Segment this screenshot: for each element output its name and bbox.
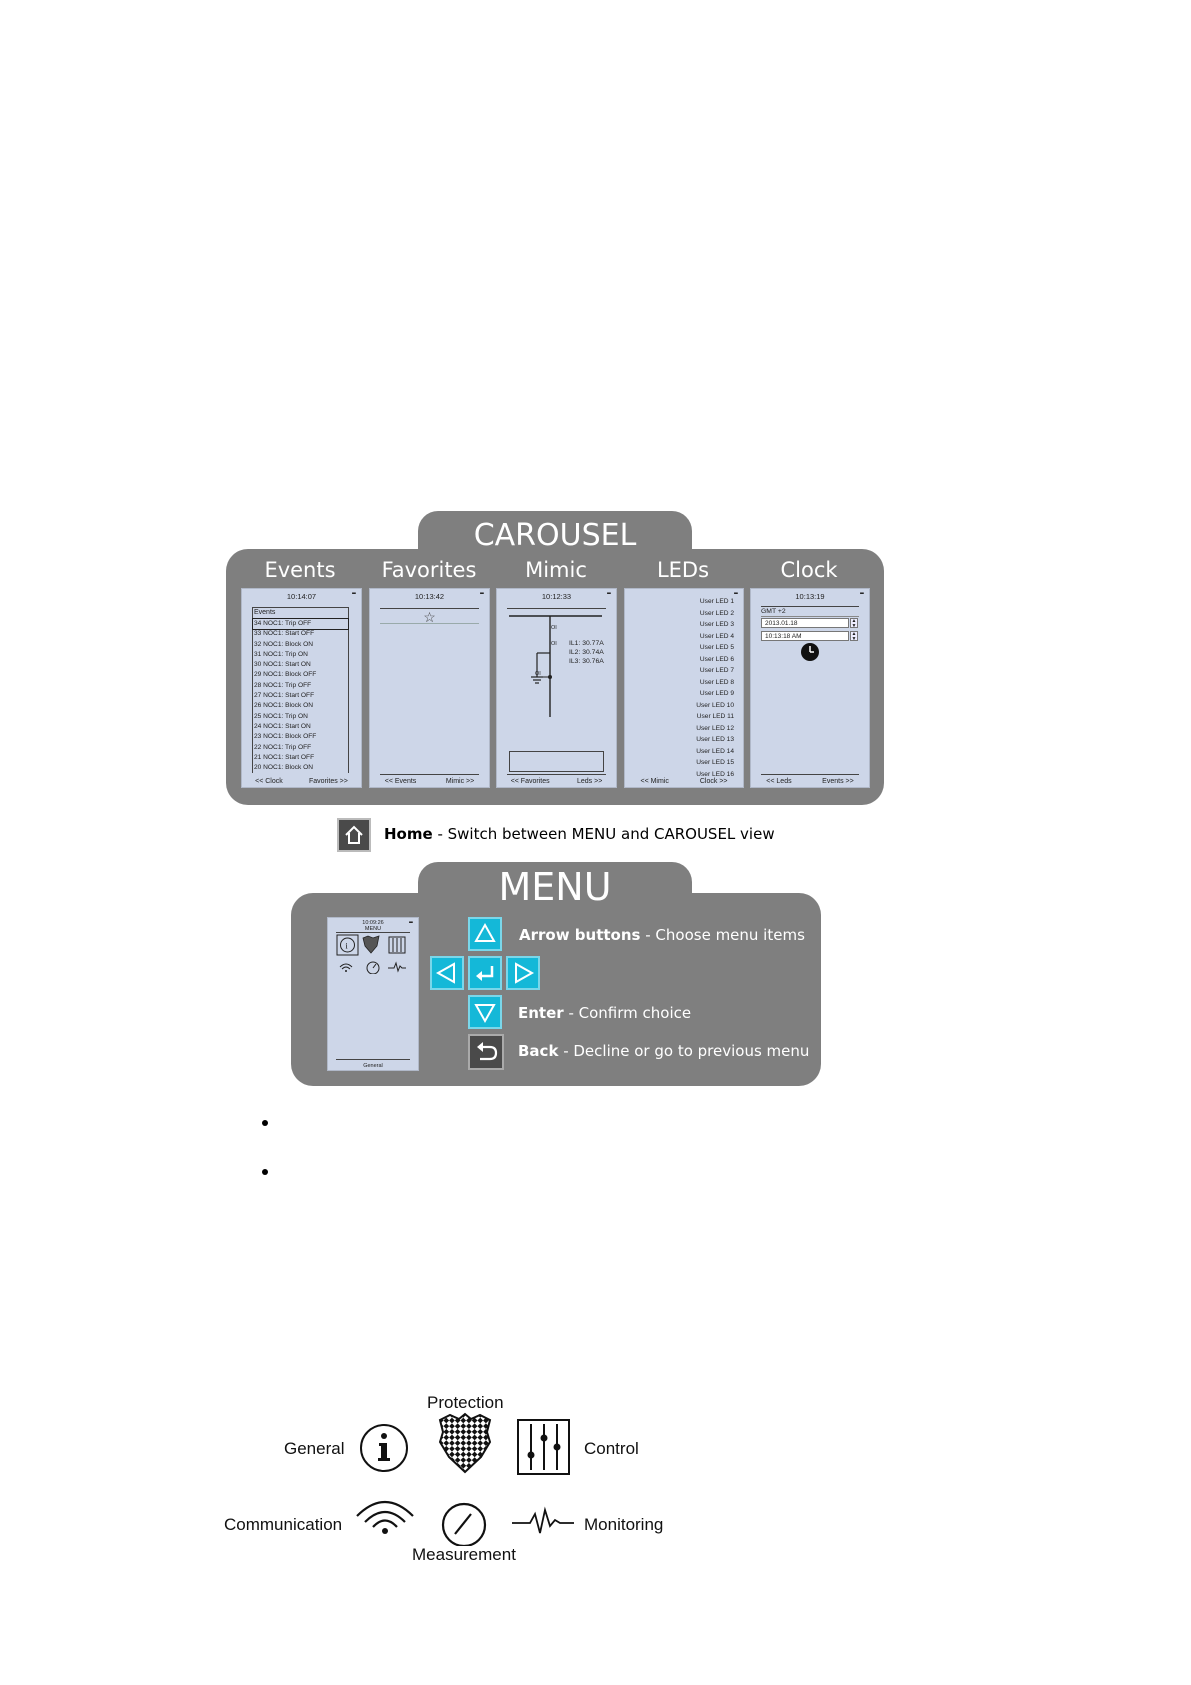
carousel-title: CAROUSEL bbox=[418, 511, 692, 563]
enter-button[interactable] bbox=[468, 956, 502, 990]
event-row[interactable]: 20 NOC1: Block ON bbox=[254, 764, 313, 772]
home-text: - Switch between MENU and CAROUSEL view bbox=[432, 825, 775, 843]
arrow-up-icon bbox=[470, 919, 500, 949]
info-icon bbox=[356, 1420, 412, 1476]
mimic-screen bbox=[496, 588, 617, 788]
led-item: User LED 12 bbox=[696, 724, 734, 732]
nav-next[interactable]: Events >> bbox=[822, 778, 854, 785]
event-row[interactable]: 26 NOC1: Block ON bbox=[254, 702, 313, 710]
arrow-text: - Choose menu items bbox=[640, 926, 805, 944]
back-icon bbox=[470, 1036, 502, 1068]
current-il1: IL1: 30.77A bbox=[569, 640, 604, 647]
favorites-screen bbox=[369, 588, 490, 788]
events-list[interactable] bbox=[252, 607, 349, 773]
nav-prev[interactable]: << Events bbox=[384, 778, 417, 785]
menu-screen-header bbox=[328, 920, 418, 932]
time-spinner[interactable]: ▲ ▼ bbox=[851, 631, 857, 642]
event-row[interactable]: 32 NOC1: Block ON bbox=[254, 640, 313, 648]
screen-time: 10:14:07 bbox=[286, 592, 317, 601]
event-row[interactable]: 23 NOC1: Block OFF bbox=[254, 733, 317, 741]
enter-description bbox=[518, 1004, 691, 1022]
led-item: User LED 6 bbox=[699, 655, 734, 663]
waveform-icon bbox=[510, 1506, 576, 1536]
events-header: Events bbox=[253, 608, 348, 619]
home-description bbox=[384, 825, 775, 843]
screen-footer bbox=[751, 778, 869, 785]
led-item: User LED 16 bbox=[696, 770, 734, 778]
mimic-message-box bbox=[509, 751, 604, 772]
arrow-right-button[interactable] bbox=[506, 956, 540, 990]
back-description bbox=[518, 1042, 809, 1060]
bullet-point bbox=[262, 1169, 268, 1175]
status-dots: ▪▪▪ bbox=[351, 591, 355, 597]
nav-next[interactable]: Clock >> bbox=[699, 778, 728, 785]
nav-next[interactable]: Leds >> bbox=[576, 778, 603, 785]
nav-next[interactable]: Favorites >> bbox=[308, 778, 348, 785]
column-title-events: Events bbox=[264, 558, 336, 582]
led-item: User LED 3 bbox=[699, 621, 734, 628]
screen-title: MENU bbox=[364, 926, 382, 932]
menu-icon-grid[interactable] bbox=[328, 934, 418, 974]
time-field[interactable]: 10:13:18 AM bbox=[761, 631, 849, 641]
breaker-label: OI bbox=[551, 641, 557, 647]
led-item: User LED 1 bbox=[699, 598, 734, 605]
divider bbox=[380, 623, 479, 624]
date-field[interactable]: 2013.01.18 bbox=[761, 618, 849, 628]
divider bbox=[336, 932, 410, 933]
legend-monitoring: Monitoring bbox=[584, 1515, 664, 1534]
arrow-label: Arrow buttons bbox=[519, 926, 641, 944]
clock-icon bbox=[800, 642, 820, 662]
nav-prev[interactable]: << Mimic bbox=[640, 778, 669, 785]
nav-prev[interactable]: << Leds bbox=[766, 778, 792, 785]
event-row[interactable]: 24 NOC1: Start ON bbox=[254, 722, 311, 730]
column-title-favorites: Favorites bbox=[381, 558, 477, 582]
event-row[interactable]: 34 NOC1: Trip OFF bbox=[253, 619, 348, 629]
screen-footer bbox=[497, 778, 616, 785]
divider bbox=[336, 1059, 410, 1060]
status-dots: ▪▪▪ bbox=[479, 591, 483, 597]
screen-footer bbox=[370, 778, 489, 785]
home-icon bbox=[339, 820, 369, 850]
event-row[interactable]: 30 NOC1: Start ON bbox=[254, 661, 311, 669]
menu-screen-footer: General bbox=[363, 1063, 383, 1069]
event-row[interactable]: 31 NOC1: Trip ON bbox=[254, 650, 308, 658]
legend-communication: Communication bbox=[224, 1515, 343, 1534]
event-row[interactable]: 33 NOC1: Start OFF bbox=[254, 630, 315, 638]
column-title-clock: Clock bbox=[780, 558, 838, 582]
divider bbox=[507, 774, 606, 775]
screen-footer bbox=[625, 778, 743, 785]
led-item: User LED 15 bbox=[696, 759, 734, 766]
date-spinner[interactable]: ▲ ▼ bbox=[851, 618, 857, 629]
divider bbox=[380, 774, 479, 775]
timezone: GMT +2 bbox=[761, 608, 786, 615]
led-item: User LED 8 bbox=[699, 678, 734, 686]
menu-screen bbox=[327, 917, 419, 1071]
led-item: User LED 5 bbox=[699, 644, 734, 651]
gauge-icon bbox=[438, 1500, 490, 1546]
led-item: User LED 9 bbox=[699, 690, 734, 697]
back-button[interactable] bbox=[468, 1034, 504, 1070]
arrow-up-button[interactable] bbox=[468, 917, 502, 951]
arrow-down-button[interactable] bbox=[468, 995, 502, 1029]
event-row[interactable]: 25 NOC1: Trip ON bbox=[254, 712, 308, 720]
enter-label: Enter bbox=[518, 1004, 564, 1022]
nav-prev[interactable]: << Clock bbox=[255, 778, 283, 785]
event-row[interactable]: 27 NOC1: Start OFF bbox=[254, 692, 315, 700]
arrow-left-button[interactable] bbox=[430, 956, 464, 990]
sliders-icon bbox=[516, 1418, 572, 1478]
home-button[interactable] bbox=[337, 818, 371, 852]
legend-protection: Protection bbox=[427, 1393, 504, 1412]
current-il3: IL3: 30.76A bbox=[569, 658, 604, 665]
led-item: User LED 2 bbox=[699, 609, 734, 617]
svg-text:i: i bbox=[345, 941, 348, 951]
arrow-description bbox=[519, 926, 805, 944]
screen-time: 10:13:42 bbox=[414, 592, 445, 601]
home-label: Home bbox=[384, 825, 433, 843]
breaker-label: OI bbox=[535, 671, 541, 677]
led-item: User LED 7 bbox=[699, 667, 734, 674]
screen-time: 10:12:33 bbox=[541, 592, 572, 601]
arrow-down-icon bbox=[470, 997, 500, 1027]
led-item: User LED 13 bbox=[696, 736, 734, 743]
arrow-right-icon bbox=[508, 958, 538, 988]
enter-icon bbox=[470, 958, 500, 988]
led-item: User LED 14 bbox=[696, 747, 734, 755]
back-text: - Decline or go to previous menu bbox=[558, 1042, 810, 1060]
divider bbox=[761, 606, 859, 607]
nav-next[interactable]: Mimic >> bbox=[445, 778, 475, 785]
event-row[interactable]: 22 NOC1: Trip OFF bbox=[254, 743, 312, 751]
wifi-icon bbox=[354, 1496, 416, 1536]
arrow-left-icon bbox=[432, 958, 462, 988]
bullet-point bbox=[262, 1120, 268, 1126]
enter-text: - Confirm choice bbox=[563, 1004, 692, 1022]
status-dots: ▪▪▪ bbox=[606, 591, 610, 597]
led-item: User LED 4 bbox=[699, 632, 734, 640]
event-row[interactable]: 29 NOC1: Block OFF bbox=[254, 671, 317, 679]
divider bbox=[761, 774, 859, 775]
legend-control: Control bbox=[584, 1439, 639, 1458]
screen-footer bbox=[242, 778, 361, 785]
column-title-leds: LEDs bbox=[656, 558, 710, 582]
event-row[interactable]: 28 NOC1: Trip OFF bbox=[254, 681, 312, 689]
event-row[interactable]: 21 NOC1: Start OFF bbox=[254, 753, 315, 761]
menu-title: MENU bbox=[418, 862, 692, 912]
current-il2: IL2: 30.74A bbox=[569, 649, 604, 656]
screen-time: 10:09:26 bbox=[362, 920, 384, 926]
led-list bbox=[696, 596, 734, 780]
status-dots: ▪▪▪ bbox=[408, 920, 412, 926]
status-dots: ▪▪▪ bbox=[733, 591, 737, 597]
screen-time: 10:13:19 bbox=[795, 592, 825, 601]
legend-measurement: Measurement bbox=[412, 1545, 516, 1564]
legend-general: General bbox=[284, 1439, 345, 1458]
breaker-label: OI bbox=[551, 625, 557, 631]
back-label: Back bbox=[518, 1042, 559, 1060]
nav-prev[interactable]: << Favorites bbox=[510, 778, 550, 785]
status-dots: ▪▪▪ bbox=[859, 591, 863, 597]
current-readings bbox=[569, 639, 604, 666]
clock-screen bbox=[750, 588, 870, 788]
star-icon[interactable]: ☆ bbox=[423, 609, 436, 625]
led-item: User LED 11 bbox=[696, 713, 734, 720]
leds-screen bbox=[624, 588, 744, 788]
led-item: User LED 10 bbox=[696, 701, 734, 709]
events-screen bbox=[241, 588, 362, 788]
divider bbox=[761, 616, 859, 617]
column-title-mimic: Mimic bbox=[525, 558, 587, 582]
shield-icon bbox=[435, 1412, 495, 1476]
